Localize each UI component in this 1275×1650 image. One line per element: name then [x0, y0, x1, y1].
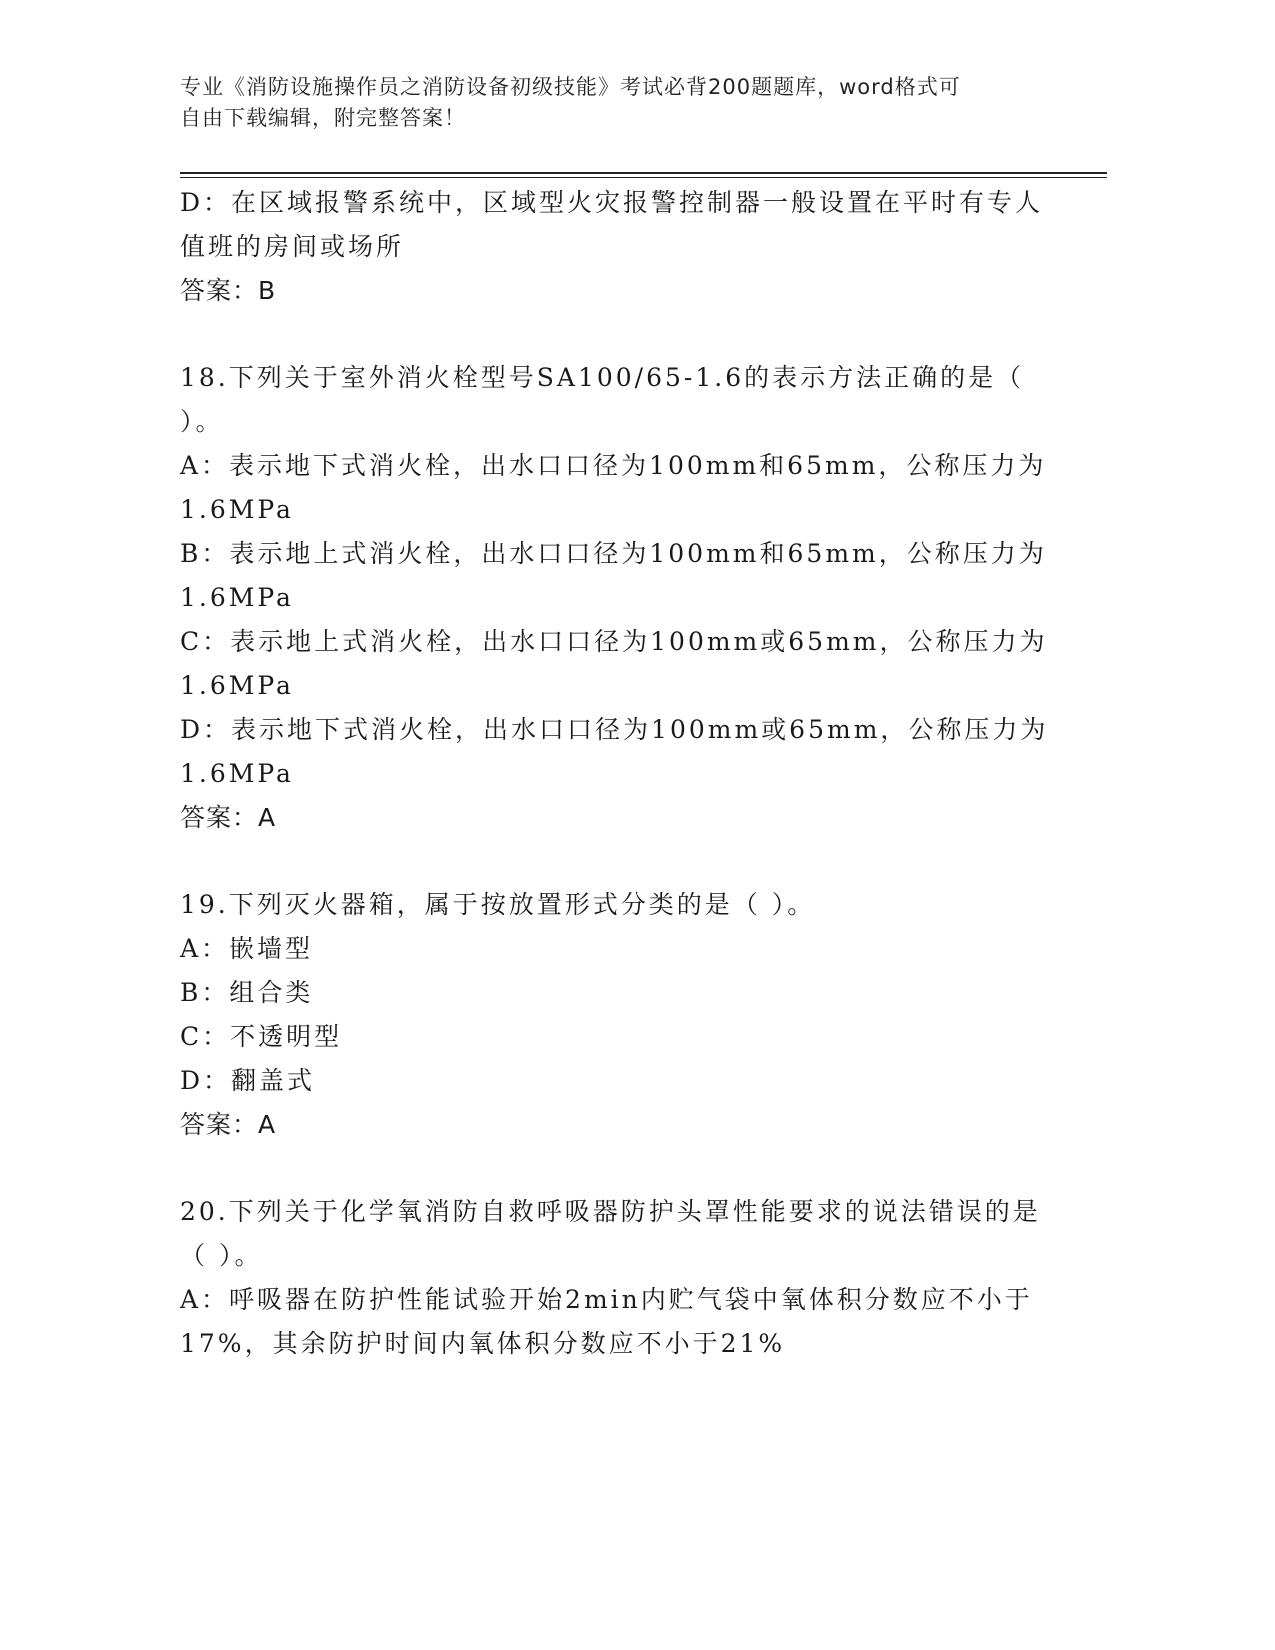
q19-answer: 答案：A	[180, 1110, 277, 1139]
question-19	[180, 883, 1080, 1147]
q18-answer: 答案：A	[180, 803, 277, 832]
q18-option-d-line2: 1.6MPa	[180, 759, 294, 788]
header-divider-thick	[180, 172, 1107, 174]
q18-question-line2: ）。	[180, 407, 224, 436]
q20-question-line1: 20.下列关于化学氧消防自救呼吸器防护头罩性能要求的说法错误的是	[180, 1197, 1041, 1226]
question-17-tail	[180, 181, 1080, 313]
question-18	[180, 356, 1080, 840]
q18-option-a-line2: 1.6MPa	[180, 495, 294, 524]
q19-option-b: B：组合类	[180, 978, 314, 1007]
header-line-2: 自由下载编辑，附完整答案！	[180, 106, 466, 130]
q20-option-a-line2: 17%，其余防护时间内氧体积分数应不小于21%	[180, 1329, 786, 1358]
spacer	[180, 840, 1080, 883]
q17-option-d-line1: D：在区域报警系统中，区域型火灾报警控制器一般设置在平时有专人	[180, 188, 1044, 217]
q19-option-c: C：不透明型	[180, 1022, 343, 1051]
spacer	[180, 1147, 1080, 1190]
q18-option-a-line1: A：表示地下式消火栓，出水口口径为100mm和65mm，公称压力为	[180, 451, 1047, 480]
q18-option-b-line2: 1.6MPa	[180, 583, 294, 612]
q19-option-a: A：嵌墙型	[180, 934, 314, 963]
document-body	[180, 181, 1080, 1366]
q18-option-c-line1: C：表示地上式消火栓，出水口口径为100mm或65mm，公称压力为	[180, 627, 1048, 656]
q18-option-c-line2: 1.6MPa	[180, 671, 294, 700]
q19-question: 19.下列灭火器箱，属于按放置形式分类的是（ ）。	[180, 890, 816, 919]
q17-option-d-line2: 值班的房间或场所	[180, 232, 405, 261]
q18-option-b-line1: B：表示地上式消火栓，出水口口径为100mm和65mm，公称压力为	[180, 539, 1047, 568]
q19-option-d: D：翻盖式	[180, 1066, 316, 1095]
question-20	[180, 1190, 1080, 1366]
spacer	[180, 313, 1080, 356]
q20-option-a-line1: A：呼吸器在防护性能试验开始2min内贮气袋中氧体积分数应不小于	[180, 1285, 1033, 1314]
q18-question-line1: 18.下列关于室外消火栓型号SA100/65-1.6的表示方法正确的是（	[180, 363, 1025, 392]
q18-option-d-line1: D：表示地下式消火栓，出水口口径为100mm或65mm，公称压力为	[180, 715, 1049, 744]
q17-answer: 答案：B	[180, 276, 277, 305]
header-divider-thin	[180, 177, 1107, 178]
q20-question-line2: （ ）。	[180, 1241, 263, 1270]
document-header	[180, 72, 1060, 134]
header-line-1: 专业《消防设施操作员之消防设备初级技能》考试必背200题题库，word格式可	[180, 75, 961, 99]
